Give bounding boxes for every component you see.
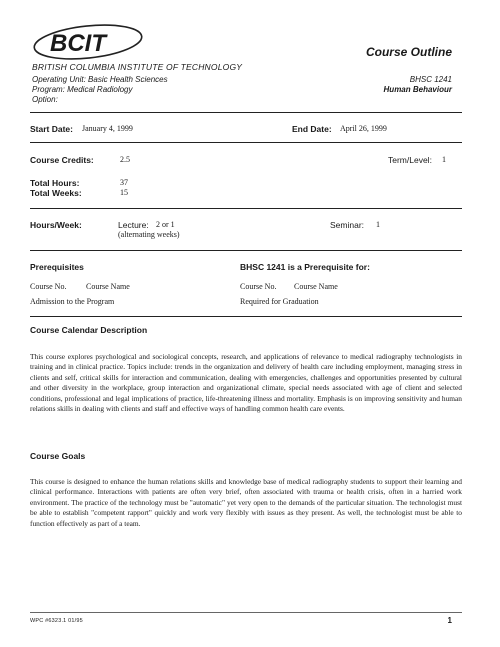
hours-week-label: Hours/Week: [30, 220, 82, 230]
prereq-for-col-course-no: Course No. [240, 282, 277, 291]
course-credits-value: 2.5 [120, 155, 130, 164]
option: Option: [32, 95, 58, 104]
end-date-label: End Date: [292, 124, 332, 134]
divider [30, 316, 462, 317]
page-number: 1 [447, 616, 452, 625]
course-goals-heading: Course Goals [30, 451, 86, 461]
institute-name: BRITISH COLUMBIA INSTITUTE OF TECHNOLOGY [32, 62, 243, 72]
logo-text: BCIT [50, 30, 106, 57]
lecture-label: Lecture: [118, 220, 149, 230]
course-code: BHSC 1241 [409, 75, 452, 84]
divider [30, 208, 462, 209]
program: Program: Medical Radiology [32, 85, 133, 94]
seminar-value: 1 [376, 220, 380, 229]
course-goals-text: This course is designed to enhance the human relations skills and knowledge base of medical radiography students to support their learning and clinical performance. Interactions with patients are often very brief, often associated with trauma or health crisis, often in a harried work environment. The practice of the technology must be "automatic" yet very open to the demands of the particular situation. The technologist must be able to establish "competent rapport" quickly and work very flexibly with issues as they present. As well, the technologist must be able to function effectively as part of a team. [30, 477, 462, 528]
operating-unit: Operating Unit: Basic Health Sciences [32, 75, 168, 84]
calendar-description-text: This course explores psychological and sociological concepts, research, and applications of relevance to medical radiography technologists in training and in clinical practice. Topics include: trends in the organization and delivery of health care including employment, managing stress in clients and self, critical skills for interaction and communication, dealing with emergencies, challenges and opportunities presented by cultural and other diversity in the workplace, group interaction and organizational climate, special needs associated with age of client and selected conditions, professional and legal implications of practice, life-threatening illness and mortality. Emphasis is on improving sensitivity and human relations skills in dealing with clients and staff and effective ways of handling common health care events. [30, 352, 462, 414]
prereq-col-course-name: Course Name [86, 282, 130, 291]
prereq-for-col-course-name: Course Name [294, 282, 338, 291]
end-date-value: April 26, 1999 [340, 124, 387, 133]
total-weeks-value: 15 [120, 188, 128, 197]
seminar-label: Seminar: [330, 220, 365, 230]
divider [30, 142, 462, 143]
calendar-description-heading: Course Calendar Description [30, 325, 148, 335]
term-level-value: 1 [442, 155, 446, 164]
divider [30, 250, 462, 251]
course-name: Human Behaviour [383, 85, 452, 94]
prereq-item: Admission to the Program [30, 297, 115, 306]
total-hours-value: 37 [120, 178, 128, 187]
divider [30, 112, 462, 113]
form-id: WPC #6323.1 01/95 [30, 618, 83, 624]
total-weeks-label: Total Weeks: [30, 188, 82, 198]
start-date-label: Start Date: [30, 124, 73, 134]
lecture-note: (alternating weeks) [118, 230, 180, 239]
term-level-label: Term/Level: [388, 155, 432, 165]
prereq-for-heading: BHSC 1241 is a Prerequisite for: [240, 262, 370, 272]
course-credits-label: Course Credits: [30, 155, 94, 165]
lecture-value: 2 or 1 [156, 220, 175, 229]
prereq-col-course-no: Course No. [30, 282, 67, 291]
prerequisites-heading: Prerequisites [30, 262, 84, 272]
bcit-logo [30, 22, 150, 62]
prereq-for-item: Required for Graduation [240, 297, 319, 306]
start-date-value: January 4, 1999 [82, 124, 133, 133]
total-hours-label: Total Hours: [30, 178, 80, 188]
footer-divider [30, 612, 462, 613]
document-title: Course Outline [365, 45, 452, 59]
